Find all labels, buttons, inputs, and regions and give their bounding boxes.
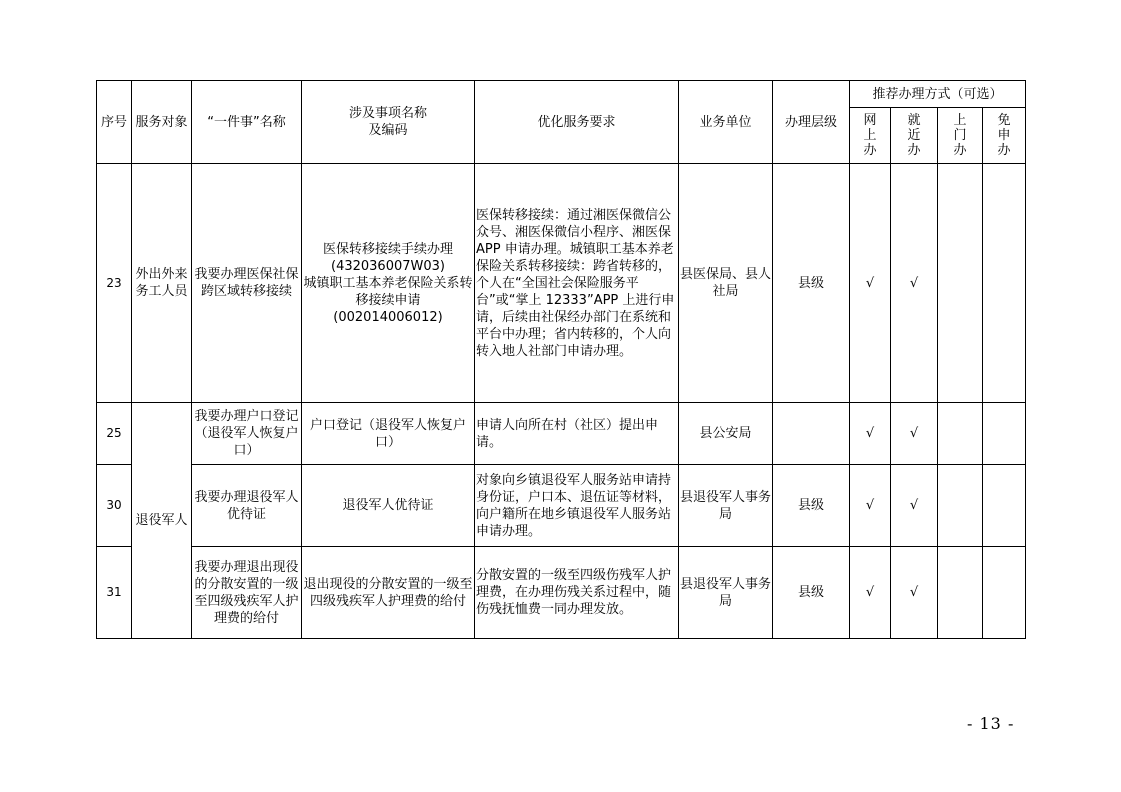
row-nearby-check: √: [891, 465, 938, 547]
row-target: 退役军人: [132, 403, 192, 639]
row-online-check: √: [850, 164, 891, 403]
header-level: 办理层级: [773, 81, 850, 164]
row-seq: 30: [97, 465, 132, 547]
header-item-name: “一件事”名称: [192, 81, 302, 164]
row-unit: 县退役军人事务局: [679, 465, 773, 547]
row-online-check: √: [850, 547, 891, 639]
table-row: [97, 403, 1026, 465]
row-unit: 县退役军人事务局: [679, 547, 773, 639]
header-row-1: [97, 81, 1026, 108]
row-no-apply-check: [983, 403, 1026, 465]
row-item-name: 我要办理退役军人优待证: [192, 465, 302, 547]
row-matter: 医保转移接续手续办理 (432036007W03) 城镇职工基本养老保险关系转移接续申请 (002014006012): [302, 164, 475, 403]
header-method-group: 推荐办理方式（可选）: [850, 81, 1026, 108]
row-level: [773, 403, 850, 465]
row-level: 县级: [773, 547, 850, 639]
row-nearby-check: √: [891, 164, 938, 403]
row-requirement: 医保转移接续：通过湘医保微信公众号、湘医保微信小程序、湘医保 APP 申请办理。城镇职工基本养老保险关系转移接续：跨省转移的，个人在“全国社会保险服务平台”或“掌上 12333”APP 上进行申请，后续由社保经办部门在系统和平台中办理；省内转移的，个人向转入地人社部门申请办理。: [475, 164, 679, 403]
row-matter: 退出现役的分散安置的一级至四级残疾军人护理费的给付: [302, 547, 475, 639]
row-door-check: [938, 547, 983, 639]
row-unit: 县公安局: [679, 403, 773, 465]
table-row: [97, 164, 1026, 403]
row-level: 县级: [773, 465, 850, 547]
header-matter-line2: 及编码: [368, 123, 408, 138]
row-door-check: [938, 465, 983, 547]
page-number: - 13 -: [967, 714, 1015, 733]
row-matter: 退役军人优待证: [302, 465, 475, 547]
row-requirement: 分散安置的一级至四级伤残军人护理费，在办理伤残关系过程中，随伤残抚恤费一同办理发放。: [475, 547, 679, 639]
header-method-door: 上 门 办: [938, 108, 983, 164]
row-no-apply-check: [983, 465, 1026, 547]
header-matter-line1: 涉及事项名称: [348, 106, 427, 121]
header-method-no-apply: 免 申 办: [983, 108, 1026, 164]
row-nearby-check: √: [891, 403, 938, 465]
header-target: 服务对象: [132, 81, 192, 164]
row-seq: 23: [97, 164, 132, 403]
row-door-check: [938, 164, 983, 403]
header-requirement: 优化服务要求: [475, 81, 679, 164]
row-seq: 31: [97, 547, 132, 639]
row-online-check: √: [850, 403, 891, 465]
header-unit: 业务单位: [679, 81, 773, 164]
row-online-check: √: [850, 465, 891, 547]
table-row: [97, 465, 1026, 547]
row-unit: 县医保局、县人社局: [679, 164, 773, 403]
header-method-nearby: 就 近 办: [891, 108, 938, 164]
table-row: [97, 547, 1026, 639]
row-no-apply-check: [983, 547, 1026, 639]
row-item-name: 我要办理户口登记（退役军人恢复户口）: [192, 403, 302, 465]
row-requirement: 对象向乡镇退役军人服务站申请持身份证，户口本、退伍证等材料，向户籍所在地乡镇退役军人服务站申请办理。: [475, 465, 679, 547]
row-target: 外出外来务工人员: [132, 164, 192, 403]
row-nearby-check: √: [891, 547, 938, 639]
row-level: 县级: [773, 164, 850, 403]
row-requirement: 申请人向所在村（社区）提出申请。: [475, 403, 679, 465]
row-matter: 户口登记（退役军人恢复户口）: [302, 403, 475, 465]
row-item-name: 我要办理退出现役的分散安置的一级至四级残疾军人护理费的给付: [192, 547, 302, 639]
row-seq: 25: [97, 403, 132, 465]
header-matter: [302, 81, 475, 164]
header-method-online: 网 上 办: [850, 108, 891, 164]
header-seq: 序号: [97, 81, 132, 164]
row-door-check: [938, 403, 983, 465]
row-no-apply-check: [983, 164, 1026, 403]
row-item-name: 我要办理医保社保跨区域转移接续: [192, 164, 302, 403]
service-table: [96, 80, 1026, 639]
